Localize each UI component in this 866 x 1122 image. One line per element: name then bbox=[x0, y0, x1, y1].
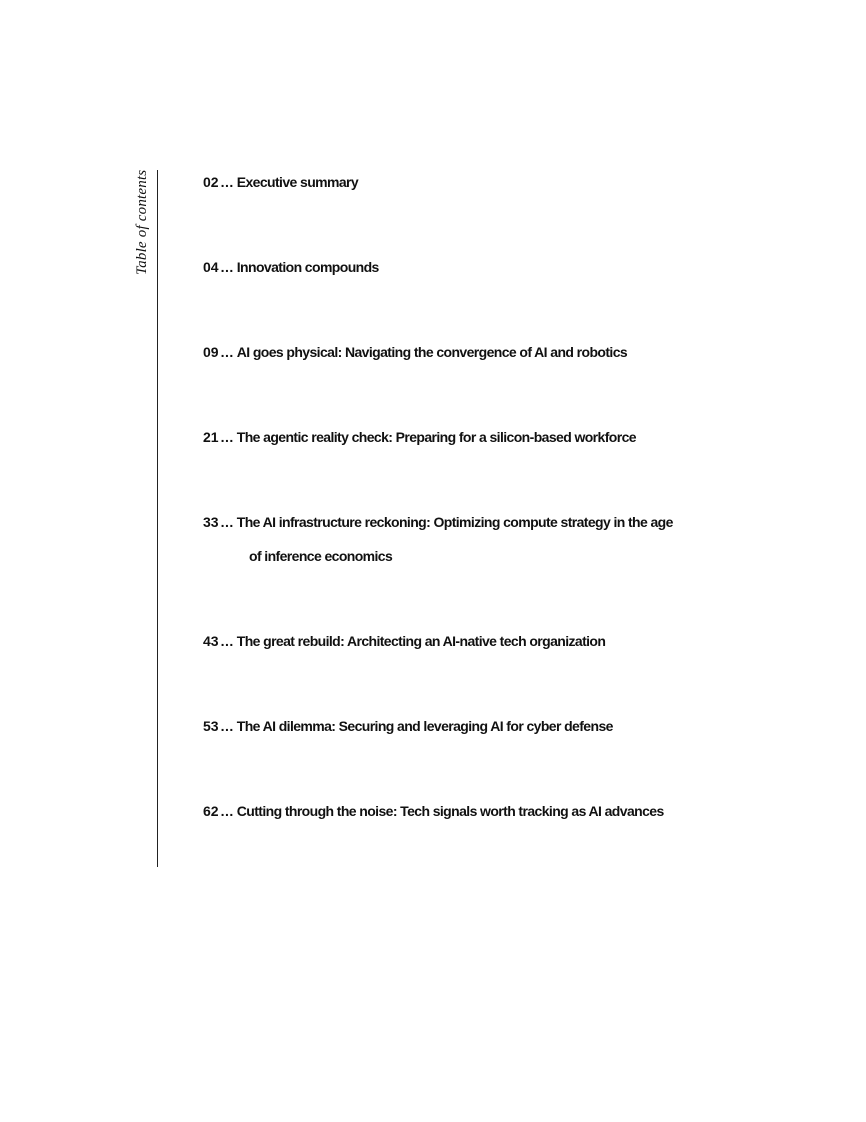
toc-entry-title: Executive summary bbox=[236, 174, 359, 190]
vertical-divider bbox=[157, 170, 158, 867]
toc-page-number: 43 bbox=[203, 633, 219, 649]
toc-leader-dots: ... bbox=[220, 514, 234, 530]
toc-leader-dots: ... bbox=[220, 429, 234, 445]
toc-entry-great-rebuild[interactable] bbox=[203, 631, 605, 651]
toc-entry-innovation-compounds[interactable] bbox=[203, 257, 379, 277]
toc-entry-title: AI goes physical: Navigating the convergence of AI and robotics bbox=[236, 344, 628, 360]
toc-entry-title: The AI dilemma: Securing and leveraging AI for cyber defense bbox=[236, 718, 613, 734]
toc-entry-cutting-through-noise[interactable] bbox=[203, 801, 664, 821]
toc-leader-dots: ... bbox=[220, 633, 234, 649]
toc-entry-title: Cutting through the noise: Tech signals worth tracking as AI advances bbox=[236, 803, 664, 819]
toc-page-number: 53 bbox=[203, 718, 219, 734]
toc-side-title: Table of contents bbox=[134, 170, 150, 276]
toc-entry-title-continuation: of inference economics bbox=[249, 548, 393, 564]
toc-leader-dots: ... bbox=[220, 344, 234, 360]
toc-entry-title: Innovation compounds bbox=[236, 259, 379, 275]
toc-leader-dots: ... bbox=[220, 718, 234, 734]
toc-entry-title: The agentic reality check: Preparing for a silicon-based workforce bbox=[236, 429, 636, 445]
toc-entry-ai-dilemma[interactable] bbox=[203, 716, 613, 736]
toc-entry-executive-summary[interactable] bbox=[203, 172, 358, 192]
toc-entry-ai-infrastructure-reckoning[interactable] bbox=[203, 512, 673, 566]
toc-page-number: 62 bbox=[203, 803, 219, 819]
toc-leader-dots: ... bbox=[220, 174, 234, 190]
toc-entry-agentic-reality-check[interactable] bbox=[203, 427, 636, 447]
toc-leader-dots: ... bbox=[220, 259, 234, 275]
toc-leader-dots: ... bbox=[220, 803, 234, 819]
toc-entry-title: The great rebuild: Architecting an AI-native tech organization bbox=[236, 633, 606, 649]
toc-entry-ai-goes-physical[interactable] bbox=[203, 342, 627, 362]
toc-page-number: 04 bbox=[203, 259, 219, 275]
toc-page-number: 02 bbox=[203, 174, 219, 190]
toc-entry-title: The AI infrastructure reckoning: Optimizing compute strategy in the age bbox=[236, 514, 673, 530]
toc-page-number: 33 bbox=[203, 514, 219, 530]
toc-page-number: 09 bbox=[203, 344, 219, 360]
toc-page-number: 21 bbox=[203, 429, 219, 445]
